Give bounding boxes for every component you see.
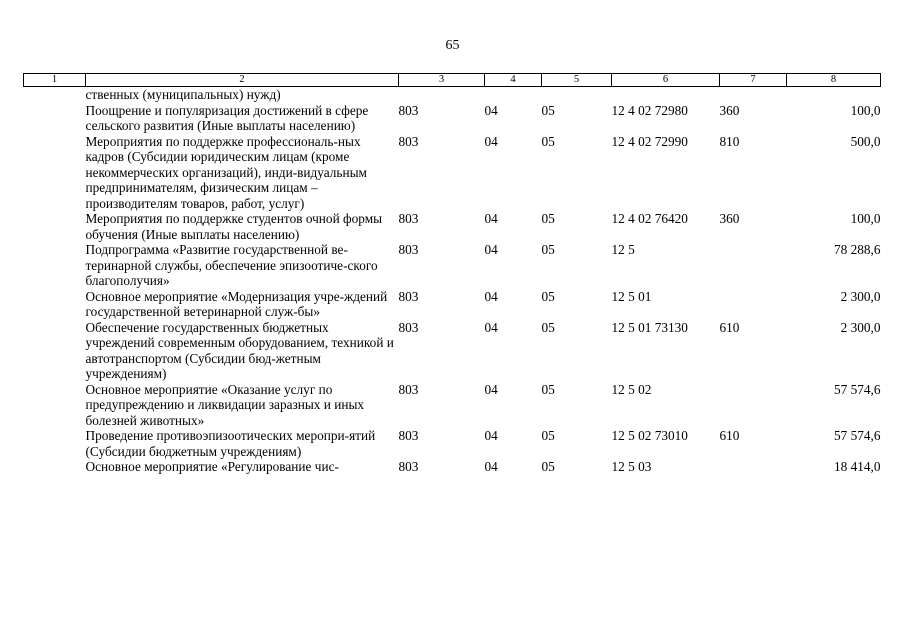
cell-name: Мероприятия по поддержке профессиональ-ных кадров (Субсидии юридическим лицам (кроме некоммерческих организаций), инди-видуальным предпринимателям, физическим лицам – производителям товаров, работ, услуг) (85, 133, 367, 211)
cell-name: Проведение противоэпизоотических меропри-ятий (Субсидии бюджетным учреждениям) (85, 428, 376, 459)
cell-expense-type (720, 242, 787, 289)
cell-empty (24, 211, 86, 242)
cell-expense-type: 360 (719, 211, 740, 226)
column-header-7: 7 (720, 74, 787, 87)
cell-target-article: 12 5 02 (611, 381, 652, 397)
cell-target-article: 12 5 01 73130 (611, 319, 688, 335)
cell-name: Поощрение и популяризация достижений в сфере сельского развития (Иные выплаты населению) (85, 102, 369, 133)
column-number-row (24, 74, 881, 87)
cell-target-article: 12 5 02 73010 (611, 428, 688, 443)
cell-ved-code: 803 (398, 459, 419, 474)
cell-amount: 18 414,0 (833, 459, 881, 474)
cell-ved-code: 803 (398, 102, 419, 118)
column-header-8: 8 (787, 74, 881, 87)
cell-section-code: 04 (484, 288, 498, 304)
cell-subsection-code: 05 (541, 102, 555, 118)
cell-empty (24, 134, 86, 212)
cell-ved-code (399, 87, 485, 103)
table-row (24, 289, 881, 320)
cell-subsection-code (542, 87, 612, 103)
cell-ved-code: 803 (398, 381, 419, 397)
cell-target-article (612, 87, 720, 103)
cell-expense-type: 610 (719, 428, 740, 443)
cell-subsection-code: 05 (541, 381, 555, 397)
cell-ved-code: 803 (398, 319, 419, 335)
cell-subsection-code: 05 (541, 319, 555, 335)
cell-ved-code: 803 (398, 428, 419, 443)
cell-ved-code: 803 (398, 242, 419, 257)
cell-section-code (485, 87, 542, 103)
cell-empty (24, 320, 86, 382)
cell-section-code: 04 (484, 102, 498, 118)
column-header-4: 4 (485, 74, 542, 87)
cell-subsection-code: 05 (541, 211, 555, 226)
cell-subsection-code: 05 (541, 288, 555, 304)
cell-expense-type: 360 (719, 102, 740, 118)
cell-section-code: 04 (484, 133, 498, 149)
cell-ved-code: 803 (398, 133, 419, 149)
cell-empty (24, 103, 86, 134)
cell-name: Основное мероприятие «Модернизация учре-ждений государственной ветеринарной служ-бы» (85, 288, 388, 319)
cell-amount: 2 300,0 (840, 319, 881, 335)
cell-empty (24, 428, 86, 459)
table-body (24, 87, 881, 475)
cell-target-article: 12 5 03 (611, 459, 652, 474)
cell-amount: 500,0 (850, 133, 881, 149)
table-row (24, 320, 881, 382)
column-header-6: 6 (612, 74, 720, 87)
cell-name: Мероприятия по поддержке студентов очной формы обучения (Иные выплаты населению) (85, 211, 383, 242)
cell-section-code: 04 (484, 459, 498, 474)
cell-target-article: 12 4 02 72990 (611, 133, 688, 149)
cell-target-article: 12 4 02 76420 (611, 211, 688, 226)
cell-empty (24, 459, 86, 475)
cell-amount: 57 574,6 (833, 381, 881, 397)
cell-amount: 78 288,6 (833, 242, 881, 257)
cell-expense-type (720, 87, 787, 103)
budget-table (23, 73, 881, 475)
cell-ved-code: 803 (398, 288, 419, 304)
table-row (24, 211, 881, 242)
cell-amount: 57 574,6 (833, 428, 881, 443)
cell-expense-type (720, 289, 787, 320)
cell-expense-type (720, 459, 787, 475)
cell-amount: 100,0 (850, 211, 881, 226)
table-row (24, 87, 881, 103)
cell-target-article: 12 5 01 (611, 288, 652, 304)
cell-amount: 2 300,0 (840, 288, 881, 304)
cell-subsection-code: 05 (541, 242, 555, 257)
cell-empty (24, 87, 86, 103)
cell-section-code: 04 (484, 381, 498, 397)
cell-expense-type: 810 (719, 133, 740, 149)
cell-amount (787, 87, 881, 103)
cell-name: Подпрограмма «Развитие государственной ве-теринарной службы, обеспечение эпизоотиче-ского благополучия» (85, 242, 378, 288)
cell-target-article: 12 5 (611, 242, 635, 257)
cell-expense-type: 610 (719, 319, 740, 335)
table-row (24, 459, 881, 475)
cell-target-article: 12 4 02 72980 (611, 102, 688, 118)
cell-empty (24, 289, 86, 320)
column-header-3: 3 (399, 74, 485, 87)
table-row (24, 382, 881, 429)
cell-name: Основное мероприятие «Регулирование чис- (85, 459, 339, 474)
cell-empty (24, 382, 86, 429)
cell-expense-type (720, 382, 787, 429)
table-row (24, 134, 881, 212)
cell-section-code: 04 (484, 242, 498, 257)
cell-section-code: 04 (484, 211, 498, 226)
cell-ved-code: 803 (398, 211, 419, 226)
cell-section-code: 04 (484, 319, 498, 335)
cell-name: Обеспечение государственных бюджетных учреждений современным оборудованием, техникой и автотранспортом (Субсидии бюд-жетным учреждениям) (85, 319, 394, 381)
column-header-2: 2 (86, 74, 399, 87)
column-header-5: 5 (542, 74, 612, 87)
cell-subsection-code: 05 (541, 133, 555, 149)
table-row (24, 242, 881, 289)
column-header-1: 1 (24, 74, 86, 87)
cell-section-code: 04 (484, 428, 498, 443)
cell-subsection-code: 05 (541, 459, 555, 474)
cell-subsection-code: 05 (541, 428, 555, 443)
cell-amount: 100,0 (850, 102, 881, 118)
cell-name: ственных (муниципальных) нужд) (85, 87, 281, 102)
cell-empty (24, 242, 86, 289)
page-number: 65 (445, 38, 460, 53)
table-row (24, 428, 881, 459)
table-row (24, 103, 881, 134)
cell-name: Основное мероприятие «Оказание услуг по предупреждению и ликвидации заразных и иных болезней животных» (85, 381, 365, 428)
